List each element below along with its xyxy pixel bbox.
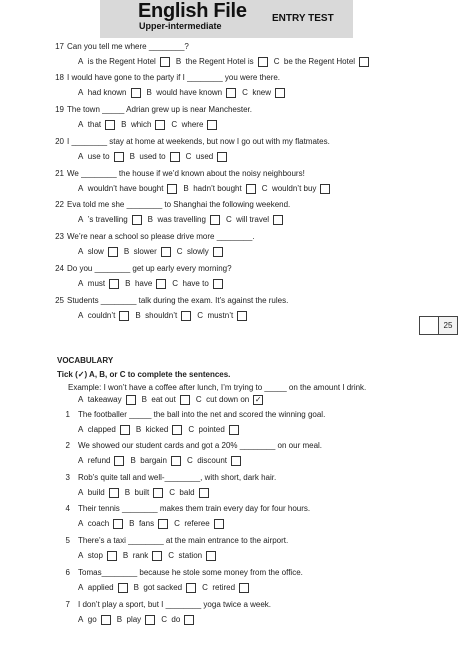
option-b	[134, 583, 197, 593]
question-text: Eva told me she ________ to Shanghai the following weekend.	[67, 200, 291, 209]
option-b	[176, 57, 268, 67]
score-total: 25	[439, 317, 457, 334]
question-number: 5	[65, 536, 70, 545]
option-b	[130, 152, 180, 162]
option-a	[78, 88, 141, 98]
answer-checkbox[interactable]	[145, 615, 155, 625]
option-text: knew	[252, 88, 272, 97]
option-letter: B	[122, 551, 129, 560]
answer-checkbox[interactable]	[207, 120, 217, 130]
answer-checkbox[interactable]	[210, 215, 220, 225]
option-text: fans	[138, 519, 155, 528]
question-options	[78, 583, 255, 593]
question-text: Rob’s quite tall and well-________, with short, dark hair.	[78, 473, 277, 482]
question-number: 20	[55, 137, 64, 146]
answer-checkbox[interactable]	[171, 456, 181, 466]
answer-checkbox[interactable]	[119, 311, 129, 321]
option-letter: B	[183, 184, 189, 193]
option-text: would have known	[156, 88, 223, 97]
question-number: 7	[65, 600, 70, 609]
option-letter: A	[78, 120, 84, 129]
option-a	[78, 311, 129, 321]
option-text: slowly	[186, 247, 209, 256]
question-number: 6	[65, 568, 70, 577]
answer-checkbox[interactable]	[126, 395, 136, 405]
question-options	[78, 519, 230, 529]
option-text: have	[134, 279, 153, 288]
option-c	[274, 57, 369, 67]
question-options	[78, 615, 200, 625]
answer-checkbox[interactable]	[170, 152, 180, 162]
answer-checkbox[interactable]	[131, 88, 141, 98]
option-a	[78, 488, 119, 498]
option-text: hadn’t bought	[193, 184, 242, 193]
answer-checkbox[interactable]	[114, 152, 124, 162]
score-entry-field[interactable]	[420, 317, 439, 334]
answer-checkbox[interactable]	[199, 488, 209, 498]
option-b	[125, 488, 163, 498]
answer-checkbox[interactable]	[213, 247, 223, 257]
option-letter: A	[78, 395, 84, 404]
answer-checkbox[interactable]	[258, 57, 268, 67]
option-text: refund	[87, 456, 111, 465]
option-text: coach	[87, 519, 110, 528]
option-letter: C	[169, 488, 175, 497]
question-text: Do you ________ get up early every morning?	[67, 264, 232, 273]
option-letter: A	[78, 57, 84, 66]
option-text: eat out	[151, 395, 176, 404]
option-letter: C	[176, 247, 183, 256]
option-text: discount	[197, 456, 227, 465]
option-text: that	[87, 120, 102, 129]
answer-checkbox[interactable]	[161, 247, 171, 257]
option-c	[187, 456, 241, 466]
option-letter: B	[175, 57, 182, 66]
option-letter: A	[78, 551, 84, 560]
option-c	[202, 583, 249, 593]
option-a	[78, 215, 142, 225]
option-letter: B	[125, 279, 131, 288]
question-number: 18	[55, 73, 64, 82]
question-options	[78, 456, 247, 466]
question-options	[78, 279, 229, 289]
question-text: Students ________ talk during the exam. It’s against the rules.	[67, 296, 289, 305]
option-text: applied	[87, 583, 114, 592]
question-options	[78, 215, 289, 225]
option-letter: A	[78, 88, 84, 97]
option-letter: A	[78, 311, 84, 320]
option-letter: B	[130, 456, 136, 465]
option-b	[148, 215, 220, 225]
question-number: 2	[65, 441, 70, 450]
option-letter: C	[261, 184, 268, 193]
answer-checkbox[interactable]	[226, 88, 236, 98]
option-letter: C	[174, 519, 180, 528]
option-text: use to	[87, 152, 110, 161]
option-letter: C	[168, 551, 175, 560]
question-options	[78, 488, 215, 498]
option-a	[78, 279, 119, 289]
option-letter: A	[78, 279, 84, 288]
answer-checkbox[interactable]	[107, 551, 117, 561]
option-letter: C	[242, 88, 248, 97]
option-text: used to	[139, 152, 166, 161]
option-text: which	[130, 120, 152, 129]
option-letter: A	[78, 615, 84, 624]
option-text: rank	[132, 551, 149, 560]
answer-checkbox[interactable]	[184, 615, 194, 625]
option-b	[117, 615, 155, 625]
question-number: 3	[65, 473, 70, 482]
option-letter: C	[161, 615, 167, 624]
question-number: 1	[65, 410, 70, 419]
option-letter: B	[135, 425, 142, 434]
answer-checkbox[interactable]	[113, 519, 123, 529]
option-c	[174, 519, 224, 529]
answer-checkbox[interactable]	[120, 425, 130, 435]
option-c	[197, 311, 247, 321]
answer-checkbox[interactable]	[359, 57, 369, 67]
option-letter: A	[78, 488, 84, 497]
option-text: wouldn’t have bought	[87, 184, 164, 193]
option-letter: C	[195, 395, 202, 404]
level-subtitle: Upper-intermediate	[139, 21, 222, 31]
answer-checkbox[interactable]	[109, 488, 119, 498]
question-options	[78, 184, 336, 194]
answer-checkbox[interactable]	[229, 425, 239, 435]
option-letter: B	[147, 215, 154, 224]
option-letter: A	[78, 184, 84, 193]
example-options	[78, 395, 269, 405]
option-a	[78, 247, 118, 257]
option-letter: A	[78, 215, 84, 224]
question-options	[78, 551, 222, 561]
answer-checkbox[interactable]	[186, 583, 196, 593]
option-text: ’s travelling	[87, 215, 128, 224]
option-text: is the Regent Hotel	[87, 57, 156, 66]
answer-checkbox[interactable]	[132, 215, 142, 225]
option-text: got sacked	[143, 583, 183, 592]
answer-checkbox[interactable]	[246, 184, 256, 194]
option-letter: A	[78, 456, 84, 465]
option-text: must	[87, 279, 106, 288]
option-b	[123, 551, 162, 561]
option-letter: A	[78, 519, 84, 528]
option-c	[171, 120, 217, 130]
option-b	[147, 88, 237, 98]
example-question	[68, 383, 366, 393]
option-letter: C	[188, 425, 195, 434]
answer-checkbox[interactable]	[181, 311, 191, 321]
question-text: We ________ the house if we’d known about the noisy neighbours!	[67, 169, 305, 178]
option-b	[129, 519, 168, 529]
option-a	[78, 456, 124, 466]
option-text: retired	[212, 583, 236, 592]
question-options	[78, 57, 375, 67]
option-letter: C	[197, 311, 203, 320]
question-text: Their tennis ________ makes them train every day for four hours.	[78, 504, 311, 513]
question-number: 17	[55, 42, 64, 51]
test-title: ENTRY TEST	[272, 13, 334, 24]
answer-checkbox[interactable]	[160, 57, 170, 67]
option-b	[121, 120, 165, 130]
option-c	[186, 152, 228, 162]
option-c	[262, 184, 331, 194]
option-text: wouldn’t buy	[271, 184, 317, 193]
answer-checkbox[interactable]	[275, 88, 285, 98]
question-text: I would have gone to the party if I ________ you were there.	[67, 73, 281, 82]
option-text: referee	[184, 519, 210, 528]
option-c	[188, 425, 238, 435]
option-c	[177, 247, 223, 257]
option-text: the Regent Hotel is	[185, 57, 254, 66]
option-letter: B	[123, 247, 130, 256]
answer-checkbox[interactable]	[109, 279, 119, 289]
option-text: mustn’t	[207, 311, 234, 320]
question-number: 19	[55, 105, 64, 114]
option-text: slow	[87, 247, 104, 256]
option-text: kicked	[145, 425, 169, 434]
option-letter: A	[78, 247, 84, 256]
option-letter: C	[172, 279, 179, 288]
question-number: 23	[55, 232, 64, 241]
question-options	[78, 311, 253, 321]
answer-checkbox[interactable]	[172, 425, 182, 435]
question-options	[78, 152, 233, 162]
answer-checkbox[interactable]	[239, 583, 249, 593]
option-text: was travelling	[157, 215, 206, 224]
option-a	[78, 615, 111, 625]
option-text: takeaway	[87, 395, 122, 404]
option-a	[78, 152, 124, 162]
question-number: 4	[65, 504, 70, 513]
question-text: I don’t play a sport, but I ________ yoga twice a week.	[78, 600, 272, 609]
answer-checkbox[interactable]	[231, 456, 241, 466]
answer-checkbox[interactable]	[105, 120, 115, 130]
option-b	[125, 279, 166, 289]
question-text: We’re near a school so please drive more ________.	[67, 232, 255, 241]
option-text: built	[134, 488, 150, 497]
answer-checkbox[interactable]	[180, 395, 190, 405]
option-letter: B	[146, 88, 152, 97]
option-text: play	[126, 615, 142, 624]
question-text: The town _____ Adrian grew up is near Manchester.	[67, 105, 252, 114]
option-text: build	[87, 488, 105, 497]
option-c	[161, 615, 194, 625]
option-a	[78, 120, 115, 130]
option-letter: B	[116, 615, 123, 624]
option-text: slower	[133, 247, 157, 256]
option-text: stop	[87, 551, 103, 560]
option-letter: A	[78, 425, 84, 434]
example-text: I won’t have a coffee after lunch, I’m trying to _____ on the amount I drink.	[103, 383, 367, 392]
answer-checkbox[interactable]: ✓	[254, 395, 262, 404]
option-c	[172, 279, 222, 289]
option-text: clapped	[87, 425, 116, 434]
question-text: There’s a taxi ________ at the main entrance to the airport.	[78, 536, 289, 545]
option-text: couldn’t	[87, 311, 116, 320]
option-b	[135, 311, 191, 321]
answer-checkbox[interactable]	[152, 551, 162, 561]
answer-checkbox[interactable]	[237, 311, 247, 321]
option-letter: C	[185, 152, 192, 161]
option-b	[124, 247, 171, 257]
option-text: be the Regent Hotel	[283, 57, 356, 66]
option-letter: B	[133, 583, 139, 592]
question-text: Can you tell me where ________?	[67, 42, 189, 51]
question-text: We showed our student cards and got a 20% ________ on our meal.	[78, 441, 323, 450]
option-letter: A	[78, 583, 84, 592]
option-a	[78, 425, 130, 435]
question-text: Tomas________ because he stole some money from the office.	[78, 568, 303, 577]
option-a	[78, 395, 136, 405]
question-number: 24	[55, 264, 64, 273]
question-options	[78, 247, 229, 257]
option-b	[142, 395, 190, 405]
question-number: 25	[55, 296, 64, 305]
option-letter: C	[171, 120, 178, 129]
option-text: go	[87, 615, 97, 624]
option-letter: B	[129, 152, 135, 161]
option-letter: C	[202, 583, 208, 592]
option-b	[130, 456, 180, 466]
option-letter: A	[78, 152, 84, 161]
answer-checkbox[interactable]	[217, 152, 227, 162]
section-title: VOCABULARY	[57, 356, 114, 365]
option-c	[226, 215, 283, 225]
option-text: bargain	[140, 456, 167, 465]
option-letter: C	[225, 215, 232, 224]
option-text: bald	[179, 488, 195, 497]
option-text: do	[171, 615, 181, 624]
answer-checkbox[interactable]	[155, 120, 165, 130]
option-b	[183, 184, 255, 194]
option-text: cut down on	[206, 395, 250, 404]
question-number: 22	[55, 200, 64, 209]
option-letter: C	[186, 456, 193, 465]
score-box	[419, 316, 458, 335]
option-a	[78, 57, 170, 67]
answer-checkbox[interactable]	[156, 279, 166, 289]
option-c	[242, 88, 285, 98]
answer-checkbox[interactable]	[206, 551, 216, 561]
option-letter: B	[141, 395, 147, 404]
question-number: 21	[55, 169, 64, 178]
answer-checkbox[interactable]	[153, 488, 163, 498]
header-banner	[100, 0, 353, 38]
answer-checkbox[interactable]	[273, 215, 283, 225]
brand-title: English File	[138, 0, 247, 22]
answer-checkbox[interactable]	[214, 519, 224, 529]
answer-checkbox[interactable]	[118, 583, 128, 593]
option-a	[78, 184, 177, 194]
option-c	[169, 488, 208, 498]
option-text: have to	[182, 279, 209, 288]
option-text: pointed	[198, 425, 225, 434]
option-text: will travel	[236, 215, 270, 224]
answer-checkbox[interactable]	[158, 519, 168, 529]
example-label: Example:	[68, 383, 102, 392]
option-letter: C	[273, 57, 280, 66]
option-a	[78, 583, 128, 593]
option-c	[168, 551, 216, 561]
question-text: I ________ stay at home at weekends, but now I go out with my flatmates.	[67, 137, 330, 146]
option-a	[78, 551, 117, 561]
option-text: shouldn’t	[145, 311, 178, 320]
option-b	[136, 425, 182, 435]
answer-checkbox[interactable]	[167, 184, 177, 194]
section-instruction: Tick (✓) A, B, or C to complete the sentences.	[57, 370, 231, 379]
option-letter: B	[129, 519, 135, 528]
question-options	[78, 88, 291, 98]
option-text: where	[181, 120, 204, 129]
answer-checkbox[interactable]	[114, 456, 124, 466]
question-text: The footballer _____ the ball into the net and scored the winning goal.	[78, 410, 326, 419]
option-text: used	[195, 152, 214, 161]
question-options	[78, 425, 245, 435]
answer-checkbox[interactable]	[213, 279, 223, 289]
option-a	[78, 519, 123, 529]
answer-checkbox[interactable]	[108, 247, 118, 257]
option-text: had known	[87, 88, 127, 97]
option-text: station	[178, 551, 203, 560]
answer-checkbox[interactable]	[320, 184, 330, 194]
option-letter: B	[124, 488, 131, 497]
answer-checkbox[interactable]	[101, 615, 111, 625]
question-options	[78, 120, 223, 130]
option-c	[196, 395, 263, 405]
option-letter: B	[121, 120, 127, 129]
option-letter: B	[135, 311, 141, 320]
